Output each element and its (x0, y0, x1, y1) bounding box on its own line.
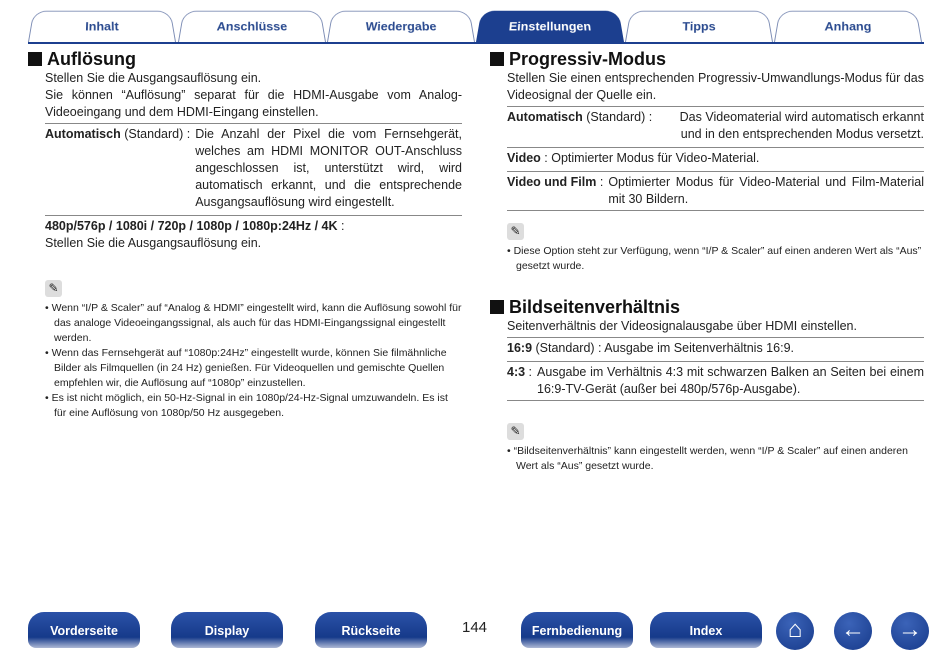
def-text: Das Videomaterial wird automatisch erkannt und in den entsprechenden Modus versetzt. (679, 110, 924, 141)
section-title (490, 48, 924, 70)
def-text: Optimierter Modus für Video-Material und Film-Material mit 30 Bildern. (608, 175, 924, 206)
note-item: • Es ist nicht möglich, ein 50-Hz-Signal in ein 1080p/24-Hz-Signal umzuwandeln. Es ist für eine Auflösung von 1080p/50 Hz ausgegeben. (45, 391, 462, 421)
section-title (490, 296, 924, 318)
fernbedienung-button[interactable]: Fernbedienung (521, 612, 633, 648)
intro-text: Seitenverhältnis der Videosignalausgabe über HDMI einstellen. (507, 319, 857, 333)
title-text: Bildseitenverhältnis (509, 297, 681, 317)
def-text: : Optimierter Modus für Video-Material. (540, 151, 760, 165)
definition-resolutions (45, 215, 462, 254)
def-std: (Standard) : (586, 110, 653, 124)
notes-list (507, 444, 924, 474)
def-text: Die Anzahl der Pixel die vom Fernsehgerät, welches am HDMI MONITOR OUT-Anschluss angeschlossen ist, unterstützt wird, wird automatisch erkannt, und die entsprechende Ausgangsauflösung wird eingestellt. (195, 127, 462, 209)
def-term: Video und Film (507, 175, 597, 189)
tab-wiedergabe[interactable] (327, 11, 475, 42)
display-button[interactable]: Display (171, 612, 283, 648)
definition-auto (45, 123, 462, 213)
def-text: Ausgabe im Verhältnis 4:3 mit schwarzen Balken an Seiten bei einem 16:9-TV-Gerät (außer bei 480p/576p-Ausgabe). (537, 365, 924, 396)
def-term: 16:9 (507, 341, 533, 355)
def-std: (Standard) : (124, 127, 191, 141)
tab-tipps[interactable] (625, 11, 773, 42)
square-bullet-icon (490, 300, 504, 314)
home-icon[interactable]: ⌂ (776, 612, 814, 650)
intro-text: Sie können “Auflösung” separat für die HDMI-Ausgabe vom Analog-Videoeingang und dem HDMI-Eingang einstellen. (45, 88, 462, 119)
title-text: Auflösung (47, 49, 136, 69)
def-text: (Standard) : Ausgabe im Seitenverhältnis 16:9. (532, 341, 794, 355)
title-text: Progressiv-Modus (509, 49, 667, 69)
def-colon: : (525, 365, 533, 379)
square-bullet-icon (490, 52, 504, 66)
definition-4-3 (507, 361, 924, 401)
def-label (507, 174, 608, 208)
def-term: 480p/576p / 1080i / 720p / 1080p / 1080p:24Hz / 4K (45, 219, 338, 233)
def-label (507, 109, 657, 143)
tab-label: Wiedergabe (364, 19, 438, 34)
def-term: Automatisch (45, 127, 121, 141)
section-title (28, 48, 462, 70)
vorderseite-button[interactable]: Vorderseite (28, 612, 140, 648)
tab-einstellungen[interactable] (476, 11, 624, 42)
def-colon: : (596, 175, 604, 189)
back-arrow-icon[interactable]: ← (834, 612, 872, 650)
def-colon: : (337, 219, 345, 233)
tab-anhang[interactable] (774, 11, 922, 42)
index-button[interactable]: Index (650, 612, 762, 648)
notes-list (45, 301, 462, 421)
note-item: • Diese Option steht zur Verfügung, wenn “I/P & Scaler” auf einen anderen Wert als “Aus” gesetzt wurde. (507, 244, 924, 274)
def-text: Stellen Sie die Ausgangsauflösung ein. (45, 236, 262, 250)
pencil-note-icon: ✎ (507, 423, 524, 440)
tab-bar (28, 8, 924, 44)
definition-video-film (507, 171, 924, 211)
rueckseite-button[interactable]: Rückseite (315, 612, 427, 648)
def-label (507, 364, 537, 398)
definition-16-9 (507, 337, 924, 359)
tab-label: Anhang (824, 19, 872, 34)
tab-label: Tipps (682, 19, 716, 34)
def-term: Automatisch (507, 110, 583, 124)
definition-video (507, 147, 924, 169)
left-column (28, 48, 462, 421)
note-item: • Wenn “I/P & Scaler” auf “Analog & HDMI” eingestellt wird, kann die Auflösung sowohl für das analoge Videoeingangssignal, als auch für das HDMI-Eingangssignal eingestellt werden. (45, 301, 462, 346)
tab-inhalt[interactable] (28, 11, 176, 42)
notes-list (507, 244, 924, 274)
pencil-note-icon: ✎ (45, 280, 62, 297)
square-bullet-icon (28, 52, 42, 66)
note-item: • Wenn das Fernsehgerät auf “1080p:24Hz” eingestellt wurde, können Sie filmähnliche Bilder als Filmquellen (in 24 Hz) genießen. Für Videoquellen und gemischte Quellen empfehlen wir, die Auflösung auf “1080p” einzustellen. (45, 346, 462, 391)
definition-auto (507, 106, 924, 145)
pencil-note-icon: ✎ (507, 223, 524, 240)
tab-anschluesse[interactable] (178, 11, 326, 42)
tab-label: Inhalt (85, 19, 119, 34)
tab-label: Anschlüsse (216, 19, 288, 34)
tab-label: Einstellungen (508, 19, 592, 34)
def-term: 4:3 (507, 365, 526, 379)
intro-text: Stellen Sie einen entsprechenden Progressiv-Umwandlungs-Modus für das Videosignal der Quelle ein. (507, 71, 924, 102)
right-column (490, 48, 924, 474)
intro-text: Stellen Sie die Ausgangsauflösung ein. (45, 71, 262, 85)
forward-arrow-icon[interactable]: → (891, 612, 929, 650)
def-term: Video (507, 151, 541, 165)
note-item: • “Bildseitenverhältnis” kann eingestellt werden, wenn “I/P & Scaler” auf einen anderen Wert als “Aus” gesetzt wurde. (507, 444, 924, 474)
page-number: 144 (462, 619, 488, 636)
def-label (45, 126, 195, 211)
